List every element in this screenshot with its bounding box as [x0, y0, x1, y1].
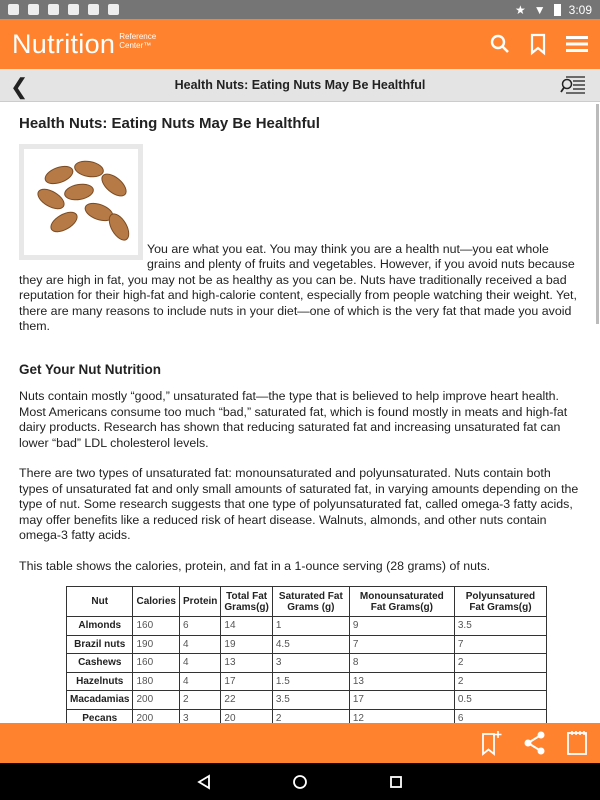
article-title: Health Nuts: Eating Nuts May Be Healthful — [19, 115, 320, 132]
table-cell: 200 — [133, 691, 179, 710]
store-check-icon — [108, 4, 119, 15]
status-bar — [0, 0, 600, 19]
gmail-icon — [8, 4, 19, 15]
table-cell: 17 — [221, 672, 272, 691]
table-cell: 4 — [179, 672, 220, 691]
table-cell: 17 — [349, 691, 454, 710]
star-icon: ★ — [514, 2, 526, 17]
column-header: Monounsaturated Fat Grams(g) — [349, 587, 454, 617]
table-cell: 19 — [221, 635, 272, 654]
table-cell: 6 — [454, 709, 546, 728]
battery-icon — [554, 4, 561, 16]
clock: 3:09 — [568, 2, 592, 17]
table-cell: 13 — [221, 654, 272, 673]
table-cell: 7 — [454, 635, 546, 654]
column-header: Total Fat Grams(g) — [221, 587, 272, 617]
wifi-icon: ▼ — [533, 2, 546, 17]
nut-name-cell: Hazelnuts — [67, 672, 133, 691]
nav-back-icon[interactable] — [196, 774, 212, 790]
column-header: Nut — [67, 587, 133, 617]
article-content — [0, 102, 600, 723]
store-icon — [88, 4, 99, 15]
table-cell: 22 — [221, 691, 272, 710]
search-icon[interactable] — [490, 34, 510, 54]
table-row — [67, 691, 547, 710]
nav-home-icon[interactable] — [292, 774, 308, 790]
table-cell: 7 — [349, 635, 454, 654]
column-header: Calories — [133, 587, 179, 617]
logo-subtitle — [119, 32, 156, 50]
table-cell: 4 — [179, 654, 220, 673]
table-cell: 9 — [349, 617, 454, 636]
menu-icon[interactable] — [566, 35, 588, 53]
download-icon — [68, 4, 79, 15]
bookmark-icon[interactable] — [530, 34, 546, 54]
article-toolbar — [0, 69, 600, 102]
table-cell: 2 — [454, 672, 546, 691]
nut-name-cell: Cashews — [67, 654, 133, 673]
nut-name-cell: Pecans — [67, 709, 133, 728]
notes-icon[interactable] — [566, 730, 588, 756]
table-row — [67, 617, 547, 636]
table-cell: 3.5 — [454, 617, 546, 636]
shield-icon — [48, 4, 59, 15]
logo-sub1: Reference — [119, 32, 157, 41]
intro-paragraph: You are what you eat. You may think you are a health nut—you eat whole grains and plenty of fruits and vegetables. However, if you avoid nuts because they are high in fat, you may not be as healthy as you can be. Nuts have traditionally received a bad reputation for their high-fat and high-calorie content, especially from people watching their weight. Yet, there are many reasons to include nuts in your diet—one of which is the very fat that made you avoid them. — [19, 241, 577, 333]
table-cell: 13 — [349, 672, 454, 691]
image-icon — [28, 4, 39, 15]
table-cell: 160 — [133, 617, 179, 636]
table-cell: 160 — [133, 654, 179, 673]
notification-icons — [8, 4, 119, 15]
table-cell: 1.5 — [272, 672, 349, 691]
table-cell: 14 — [221, 617, 272, 636]
add-bookmark-icon[interactable] — [480, 730, 504, 756]
section-heading: Get Your Nut Nutrition — [19, 361, 161, 377]
table-row — [67, 672, 547, 691]
table-cell: 190 — [133, 635, 179, 654]
table-row — [67, 654, 547, 673]
nut-name-cell: Brazil nuts — [67, 635, 133, 654]
bottom-action-bar — [0, 723, 600, 763]
table-cell: 4 — [179, 635, 220, 654]
column-header: Saturated Fat Grams (g) — [272, 587, 349, 617]
paragraph: There are two types of unsaturated fat: monounsaturated and polyunsaturated. Nuts contain both types of unsaturated fat and only small amounts of saturated fat, in varying amounts depending on the type of nut. Some research suggests that one type of polyunsaturated fat, called omega-3 fatty acids, may offer benefits like a reduced risk of heart disease. Walnuts, almonds, and other nuts contain omega-3 fatty acids. — [19, 466, 579, 542]
table-cell: 20 — [221, 709, 272, 728]
table-cell: 3 — [179, 709, 220, 728]
table-cell: 3 — [272, 654, 349, 673]
toolbar-title: Health Nuts: Eating Nuts May Be Healthful — [174, 78, 426, 92]
table-cell: 3.5 — [272, 691, 349, 710]
table-cell: 6 — [179, 617, 220, 636]
paragraph: This table shows the calories, protein, and fat in a 1-ounce serving (28 grams) of nuts. — [19, 558, 491, 573]
logo: Nutrition — [12, 28, 116, 59]
almonds-image — [19, 144, 143, 260]
column-header: Polyunsatured Fat Grams(g) — [454, 587, 546, 617]
column-header: Protein — [179, 587, 220, 617]
logo-sub2: Center™ — [119, 41, 152, 50]
table-cell: 12 — [349, 709, 454, 728]
table-cell: 2 — [454, 654, 546, 673]
table-cell: 1 — [272, 617, 349, 636]
table-cell: 180 — [133, 672, 179, 691]
table-cell: 200 — [133, 709, 179, 728]
table-cell: 2 — [272, 709, 349, 728]
table-of-contents-search-icon[interactable] — [560, 76, 586, 94]
table-cell: 2 — [179, 691, 220, 710]
nav-recents-icon[interactable] — [388, 774, 404, 790]
table-cell: 4.5 — [272, 635, 349, 654]
share-icon[interactable] — [524, 731, 546, 755]
table-cell: 0.5 — [454, 691, 546, 710]
paragraph: Nuts contain mostly “good,” unsaturated fat—the type that is believed to help improve heart health. Most Americans consume too much “bad,” saturated fat, which is found mostly in meats and high-fat dairy products. Research has shown that reducing saturated fat and increasing unsaturated fat can lower “bad” LDL cholesterol levels. — [19, 389, 568, 450]
android-nav-bar — [0, 763, 600, 800]
table-cell: 8 — [349, 654, 454, 673]
nut-name-cell: Macadamias — [67, 691, 133, 710]
app-bar — [0, 19, 600, 69]
table-row — [67, 635, 547, 654]
scrollbar[interactable] — [596, 104, 599, 324]
back-button[interactable]: ❮ — [10, 74, 29, 99]
nut-name-cell: Almonds — [67, 617, 133, 636]
